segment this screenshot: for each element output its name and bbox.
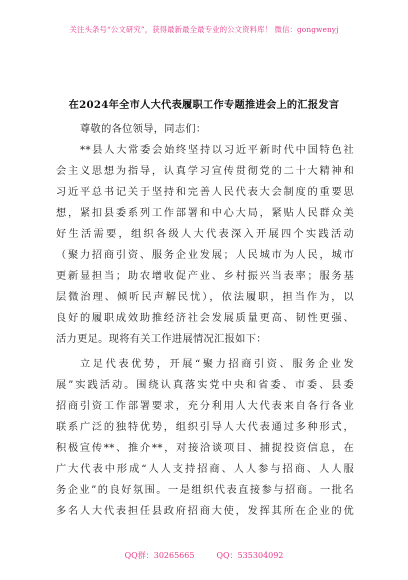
paragraph-line: 习近平总书记关于坚持和完善人民代表大会制度的重要思 bbox=[56, 187, 354, 198]
document-title: 在2024年全市人大代表履职工作专题推进会上的汇报发言 bbox=[68, 99, 340, 111]
page-footer bbox=[0, 550, 408, 561]
qq-group-label: QQ群： bbox=[124, 551, 154, 560]
paragraph-line: **县人大常委会始终坚持以习近平新时代中国特色社 bbox=[80, 145, 354, 156]
page-header-banner: 关注头条号“公文研究”，获得最新最全最专业的公文资料库！ 微信：gongwenyj bbox=[69, 25, 339, 34]
qq-group-number: 30265665 bbox=[153, 551, 195, 560]
paragraph-line: 务企业”的良好氛围。一是组织代表直接参与招商。一批名 bbox=[56, 485, 354, 496]
paragraph-line: 想，紧扣县委系列工作部署和中心大局，紧贴人民群众美 bbox=[56, 208, 354, 219]
paragraph-line: 立足代表优势，开展“聚力招商引资、服务企业发 bbox=[80, 359, 354, 370]
qq-label: QQ： bbox=[216, 551, 238, 560]
paragraph-line: 多名人大代表担任县政府招商大使，发挥其所在企业的优 bbox=[56, 506, 354, 517]
paragraph-line: 广大代表中形成“人人支持招商、人人参与招商、人人服 bbox=[56, 464, 354, 475]
paragraph-line: 联系广泛的独特优势，组织引导人大代表通过多种形式， bbox=[56, 422, 354, 433]
salutation: 尊敬的各位领导，同志们： bbox=[80, 124, 207, 135]
paragraph-line: 活力更足。现将有关工作进展情况汇报如下： bbox=[56, 334, 267, 345]
paragraph-line: 良好的履职成效助推经济社会发展质量更高、韧性更强、 bbox=[56, 313, 354, 324]
paragraph-line: 更新显担当；助农增收促产业、乡村振兴当表率；服务基 bbox=[56, 271, 354, 282]
paragraph-line: 好生活需要，组织各级人大代表深入开展四个实践活动 bbox=[56, 229, 354, 240]
paragraph-line: （聚力招商引资、服务企业发展；人民城市为人民，城市 bbox=[56, 250, 354, 261]
qq-number: 535304092 bbox=[237, 551, 284, 560]
paragraph-line: 积极宣传**、推介**，对接洽谈项目、捕捉投资信息，在 bbox=[56, 443, 354, 454]
paragraph-line: 层微治理、倾听民声解民忧），依法履职，担当作为，以 bbox=[56, 292, 354, 303]
paragraph-line: 招商引资工作部署要求，充分利用人大代表来自各行各业 bbox=[56, 401, 354, 412]
document-body bbox=[56, 0, 354, 580]
paragraph-line: 展”实践活动。围绕认真落实党中央和省委、市委、县委 bbox=[56, 380, 354, 391]
paragraph-line: 会主义思想为指导，认真学习宣传贯彻党的二十大精神和 bbox=[56, 166, 354, 177]
